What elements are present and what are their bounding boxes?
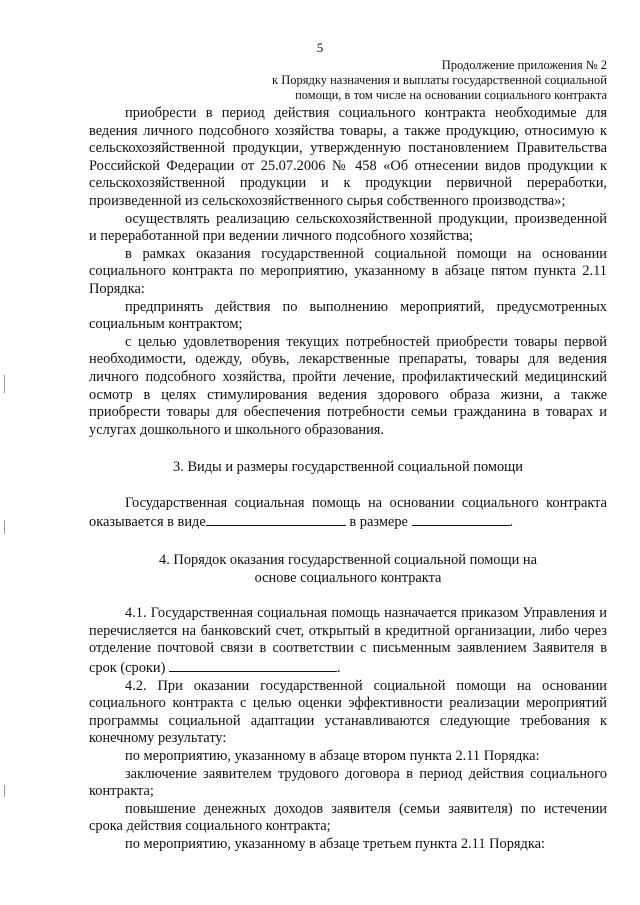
header-line-2: к Порядку назначения и выплаты государственной социальной bbox=[272, 73, 607, 87]
section-3-paragraph: Государственная социальная помощь на основании социального контракта оказывается в виде в размере . bbox=[89, 494, 607, 531]
section-4-title bbox=[89, 552, 607, 587]
page-number: 5 bbox=[316, 40, 324, 55]
paragraph-measure-second: по мероприятию, указанному в абзаце втором пункта 2.11 Порядка: bbox=[125, 748, 540, 764]
amount-blank-field bbox=[412, 512, 510, 526]
paragraph-4-2: 4.2. При оказании государственной социальной помощи на основании социального контракта с целью оценки эффективности реализации мероприятий программы социальной адаптации устанавливаются следующие требования к конечному результату: bbox=[89, 677, 607, 747]
paragraph-sell-produce: осуществлять реализацию сельскохозяйственной продукции, произведенной и переработанной при ведении личного подсобного хозяйства; bbox=[89, 210, 607, 245]
header-line-3: помощи, в том числе на основании социального контракта bbox=[295, 88, 607, 102]
section-3-text-a: Государственная социальная помощь на основании социального контракта оказывается в виде bbox=[89, 494, 607, 531]
section-4-title-line-1: 4. Порядок оказания государственной социальной помощи на bbox=[159, 552, 537, 569]
document-body bbox=[89, 105, 607, 854]
paragraph-4-1: 4.1. Государственная социальная помощь назначается приказом Управления и перечисляется на банковский счет, открытый в кредитной организации, либо через отделение почтовой связи в соответствии с письменным заявлением Заявителя в срок (сроки) . bbox=[89, 605, 607, 677]
paragraph-acquire-goods: приобрести в период действия социального контракта необходимые для ведения личного подсобного хозяйства товары, а также продукцию, относимую к сельскохозяйственной продукции, утвержденную постановлением Правительства Российской Федерации от 25.07.2006 № 458 «Об отнесении видов продукции к сельскохозяйственной продукции и к продукции первичной переработки, произведенной из сельскохозяйственного сырья собственного производства»; bbox=[89, 105, 607, 209]
paragraph-income-increase: повышение денежных доходов заявителя (семьи заявителя) по истечении срока действия социального контракта; bbox=[89, 800, 607, 835]
paragraph-4-1-text: 4.1. Государственная социальная помощь назначается приказом Управления и перечисляется на банковский счет, открытый в кредитной организации, либо через отделение почтовой связи в соответствии с письменным заявлением Заявителя в срок (сроки) bbox=[89, 605, 607, 677]
paragraph-labor-contract: заключение заявителем трудового договора в период действия социального контракта; bbox=[89, 765, 607, 800]
scan-margin-mark bbox=[4, 520, 5, 534]
section-4-title-line-2: основе социального контракта bbox=[254, 569, 442, 586]
paragraph-current-needs: с целью удовлетворения текущих потребностей приобрести товары первой необходимости, одежду, обувь, лекарственные препараты, товары для ведения личного подсобного хозяйства, пройти лечение, профилактический медицинский осмотр в целях стимулирования ведения здорового образа жизни, а также приобрести товары для обеспечения потребности семьи гражданина в товарах и услугах дошкольного и школьного образования. bbox=[89, 333, 607, 438]
type-blank-field bbox=[206, 512, 346, 526]
section-3-text-b: в размере bbox=[349, 514, 408, 531]
paragraph-measure-fifth: в рамках оказания государственной социальной помощи на основании социального контракта по мероприятию, указанному в абзаце пятом пункта 2.11 Порядка: bbox=[89, 245, 607, 297]
scan-margin-mark bbox=[4, 785, 5, 797]
header-line-1: Продолжение приложения № 2 bbox=[441, 58, 607, 72]
paragraph-take-actions: предпринять действия по выполнению мероприятий, предусмотренных социальным контрактом; bbox=[89, 298, 607, 333]
paragraph-measure-third: по мероприятию, указанному в абзаце третьем пункта 2.11 Порядка: bbox=[125, 835, 546, 852]
scan-margin-mark bbox=[4, 375, 5, 393]
term-blank-field bbox=[169, 658, 337, 672]
section-3-title: 3. Виды и размеры государственной социальной помощи bbox=[173, 459, 523, 476]
